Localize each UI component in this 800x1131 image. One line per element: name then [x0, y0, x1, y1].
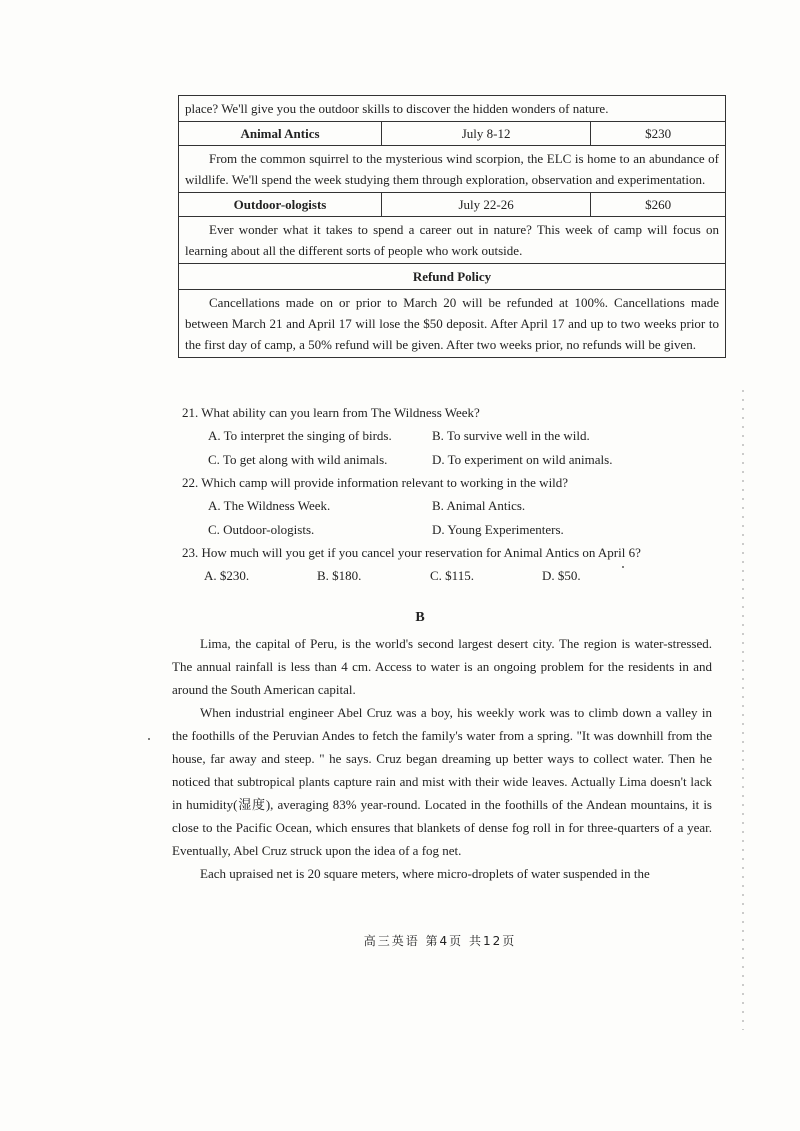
option-a[interactable]: A. $230.	[204, 568, 250, 583]
option-a[interactable]: A. To interpret the singing of birds.	[208, 428, 392, 443]
table-row	[179, 96, 726, 122]
option-row	[182, 494, 742, 518]
paragraph: Lima, the capital of Peru, is the world's second largest desert city. The region is water-stressed. The annual rainfall is less than 4 cm. Access to water is an ongoing problem for the residents in and around the South American capital.	[172, 636, 712, 697]
option-row	[182, 424, 742, 448]
table-row	[179, 264, 726, 290]
camp-price: $260	[591, 193, 726, 217]
option-d[interactable]: D. To experiment on wild animals.	[432, 452, 613, 467]
camp-description: Ever wonder what it takes to spend a career out in nature? This week of camp will focus on learning about all the different sorts of people who work outside.	[179, 217, 726, 264]
option-b[interactable]: B. Animal Antics.	[432, 498, 526, 513]
paragraph: When industrial engineer Abel Cruz was a boy, his weekly work was to climb down a valley in the foothills of the Peruvian Andes to fetch the family's water from a spring. "It was downhill from the house, far away and steep. " he says. Cruz began dreaming up better ways to collect water. Then he noticed that subtropical plants capture rain and mist with their wide leaves. Actually Lima doesn't lack in humidity(湿度), averaging 83% year-round. Located in the foothills of the Andean mountains, it is close to the Pacific Ocean, which ensures that blankets of dense fog roll in for three-quarters of a year. Eventually, Abel Cruz struck upon the idea of a fog net.	[172, 705, 712, 858]
policy-text: Cancellations made on or prior to March 20 will be refunded at 100%. Cancellations made between March 21 and April 17 will lose the $50 deposit. After April 17 and up to two weeks prior to the first day of camp, a 50% refund will be given. After two weeks prior, no refunds will be given.	[179, 290, 726, 358]
table-row	[179, 290, 726, 358]
camp-description: From the common squirrel to the mysterious wind scorpion, the ELC is home to an abundance of wildlife. We'll spend the week studying them through exploration, observation and experimentation.	[179, 146, 726, 193]
option-row	[182, 448, 742, 472]
option-b[interactable]: B. To survive well in the wild.	[432, 428, 590, 443]
option-row	[182, 564, 742, 588]
option-b[interactable]: B. $180.	[317, 568, 362, 583]
passage-b	[172, 632, 712, 885]
scan-speck	[622, 566, 624, 568]
camp-table	[178, 95, 726, 358]
questions	[182, 402, 742, 588]
question-stem: 22. Which camp will provide information relevant to working in the wild?	[182, 475, 569, 490]
camp-name: Outdoor-ologists	[179, 193, 382, 217]
table-row	[179, 146, 726, 193]
camp-name: Animal Antics	[179, 122, 382, 146]
option-a[interactable]: A. The Wildness Week.	[208, 498, 331, 513]
intro-text: place? We'll give you the outdoor skills to discover the hidden wonders of nature.	[179, 96, 726, 122]
scan-edge-artifact	[742, 390, 744, 1030]
option-c[interactable]: C. Outdoor-ologists.	[208, 522, 315, 537]
policy-title: Refund Policy	[179, 264, 726, 290]
camp-dates: July 22-26	[382, 193, 591, 217]
scan-speck	[148, 738, 150, 740]
option-d[interactable]: D. $50.	[542, 568, 581, 583]
option-row	[182, 518, 742, 542]
paragraph: Each upraised net is 20 square meters, where micro-droplets of water suspended in the	[200, 866, 650, 881]
table-row	[179, 122, 726, 146]
table-row	[179, 217, 726, 264]
question-stem: 21. What ability can you learn from The Wildness Week?	[182, 405, 480, 420]
section-label: B	[415, 610, 425, 625]
camp-dates: July 8-12	[382, 122, 591, 146]
page-footer: 高三英语 第4页 共12页	[363, 934, 517, 948]
option-c[interactable]: C. $115.	[430, 568, 474, 583]
table-row	[179, 193, 726, 217]
option-c[interactable]: C. To get along with wild animals.	[208, 452, 388, 467]
question-stem: 23. How much will you get if you cancel your reservation for Animal Antics on April 6?	[182, 545, 641, 560]
option-d[interactable]: D. Young Experimenters.	[432, 522, 564, 537]
camp-price: $230	[591, 122, 726, 146]
